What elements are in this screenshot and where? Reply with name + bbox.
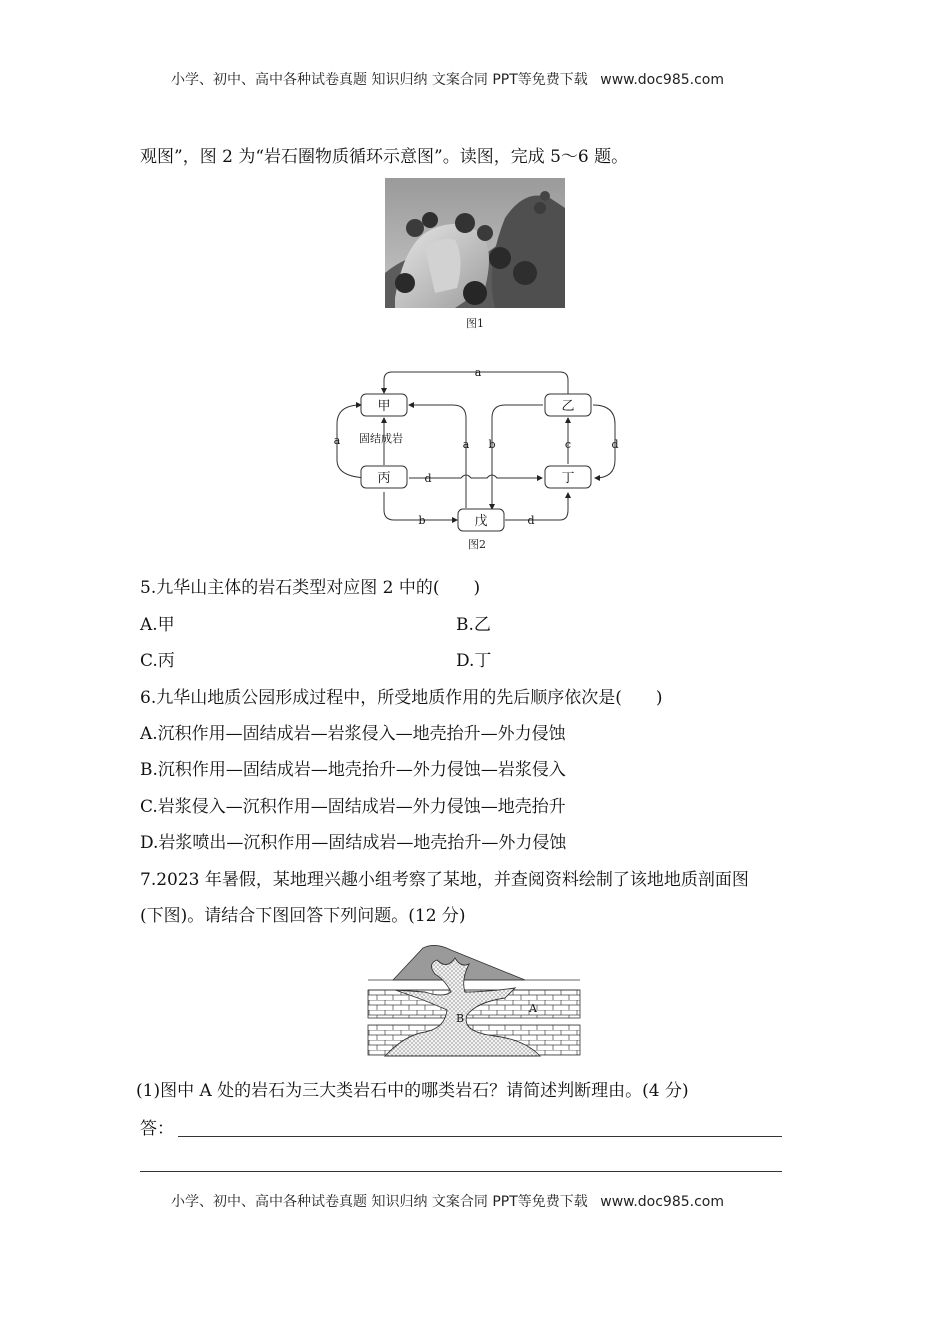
label-b: B xyxy=(456,1012,465,1025)
q6-stem: 6.九华山地质公园形成过程中，所受地质作用的先后顺序依次是( ) xyxy=(140,688,663,708)
figure-1 xyxy=(385,178,565,308)
arrow-a-mid xyxy=(409,405,466,508)
header-url[interactable]: www.doc985.com xyxy=(600,72,724,88)
page-footer xyxy=(171,1191,724,1211)
mountain-photo xyxy=(385,178,565,308)
q5-option-d[interactable]: D.丁 xyxy=(456,651,492,671)
q5-option-a[interactable]: A.甲 xyxy=(140,615,175,635)
footer-url[interactable]: www.doc985.com xyxy=(600,1194,724,1210)
q5-option-c[interactable]: C.丙 xyxy=(140,651,175,671)
figure-1-caption: 图1 xyxy=(466,317,484,330)
q7-stem-line2: (下图)。请结合下图回答下列问题。(12 分) xyxy=(140,906,466,926)
node-yi-label: 乙 xyxy=(561,399,575,414)
answer-line-1[interactable] xyxy=(178,1136,782,1137)
label-b-bottom: b xyxy=(418,514,426,527)
q7-sub1: (1)图中 A 处的岩石为三大类岩石中的哪类岩石？请简述判断理由。(4 分) xyxy=(136,1081,689,1101)
node-ding-label: 丁 xyxy=(561,471,575,486)
label-a: A xyxy=(529,1002,537,1015)
answer-line-2[interactable] xyxy=(140,1171,782,1172)
q6-option-b[interactable]: B.沉积作用—固结成岩—地壳抬升—外力侵蚀—岩浆侵入 xyxy=(140,760,566,780)
footer-text: 小学、初中、高中各种试卷真题 知识归纳 文案合同 PPT等免费下载 xyxy=(171,1194,588,1210)
header-text: 小学、初中、高中各种试卷真题 知识归纳 文案合同 PPT等免费下载 xyxy=(171,72,588,88)
q6-option-c[interactable]: C.岩浆侵入—沉积作用—固结成岩—外力侵蚀—地壳抬升 xyxy=(140,797,566,817)
q7-stem-line1: 7.2023 年暑假，某地理兴趣小组考察了某地，并查阅资料绘制了该地地质剖面图 xyxy=(140,870,749,890)
label-b-mid: b xyxy=(488,438,496,451)
label-a-top: a xyxy=(474,366,482,379)
intro-text: 观图”，图 2 为“岩石圈物质循环示意图”。读图，完成 5～6 题。 xyxy=(140,147,629,167)
q6-option-a[interactable]: A.沉积作用—固结成岩—岩浆侵入—地壳抬升—外力侵蚀 xyxy=(140,724,566,744)
node-jia-label: 甲 xyxy=(377,399,391,414)
figure-2-caption: 图2 xyxy=(468,538,486,551)
figure-3 xyxy=(365,940,585,1060)
label-d-mid: d xyxy=(424,472,432,485)
label-a-mid: a xyxy=(462,438,470,451)
q6-option-d[interactable]: D.岩浆喷出—沉积作用—固结成岩—地壳抬升—外力侵蚀 xyxy=(140,833,567,853)
process-label: 固结成岩 xyxy=(359,432,403,445)
q5-stem: 5.九华山主体的岩石类型对应图 2 中的( ) xyxy=(140,578,481,598)
node-wu-label: 戊 xyxy=(474,514,488,529)
node-bing-label: 丙 xyxy=(377,471,391,486)
label-c: c xyxy=(564,438,572,451)
figure-2 xyxy=(325,360,635,535)
label-d-bottom: d xyxy=(527,514,535,527)
label-d-right: d xyxy=(611,438,619,451)
label-a-left: a xyxy=(333,434,341,447)
page-header xyxy=(171,69,724,89)
answer-label: 答： xyxy=(140,1119,174,1139)
q5-option-b[interactable]: B.乙 xyxy=(456,615,491,635)
arrow-d-bottom xyxy=(505,493,568,520)
arrow-b-mid xyxy=(492,405,543,509)
